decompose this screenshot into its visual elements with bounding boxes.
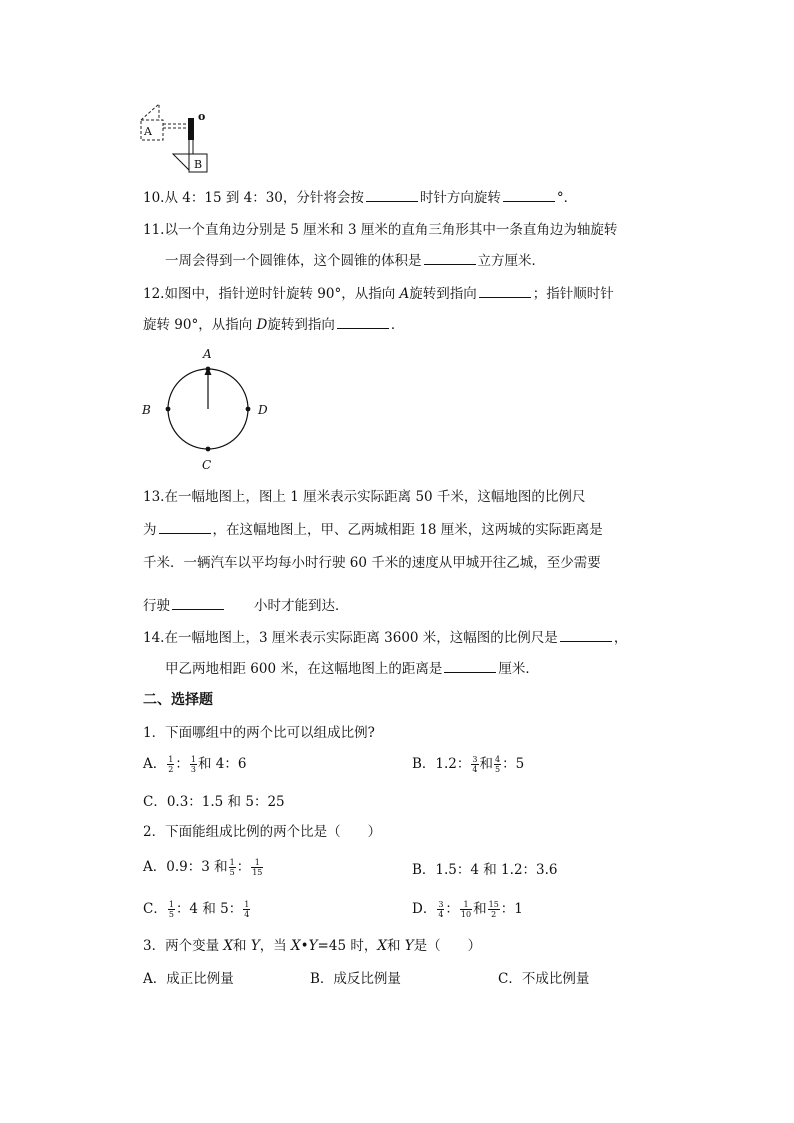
circle-label-d: D <box>258 403 268 417</box>
fraction-denominator: 15 <box>252 868 263 877</box>
choice-3-option-b[interactable]: B．成反比例量 <box>310 971 401 987</box>
fraction <box>437 900 444 919</box>
q12-text-d: 旋转 90°，从指向 <box>143 317 257 333</box>
fraction-numerator: 1 <box>168 755 174 764</box>
q13-blank-1[interactable] <box>159 532 211 534</box>
fraction-numerator: 1 <box>460 900 472 910</box>
c1-b-and: 和 <box>479 756 493 772</box>
fraction-numerator: 4 <box>495 755 501 764</box>
q14-blank-1[interactable] <box>560 640 612 642</box>
fraction-denominator: 5 <box>495 765 501 774</box>
q10-text-pre: 从 4：15 到 4：30，分针将会按 <box>164 190 364 206</box>
q12-var-a: A <box>399 286 410 302</box>
q11-line-2-pre: 一周会得到一个圆锥体，这个圆锥的体积是 <box>165 253 422 269</box>
fraction-numerator: 1 <box>190 755 196 764</box>
c3-var-x: X <box>223 938 234 954</box>
fraction <box>168 900 175 919</box>
dot-c <box>206 447 211 452</box>
choice-1-option-c[interactable]: C．0.3：1.5 和 5：25 <box>143 794 285 810</box>
c3-stem-pre: 3．两个变量 <box>143 938 224 954</box>
fraction-numerator: 15 <box>488 900 499 909</box>
fraction-numerator: 1 <box>168 900 174 909</box>
question-11-line-2 <box>165 249 545 269</box>
q10-number: 10. <box>143 190 165 206</box>
q12-text-a: 如图中，指针逆时针旋转 90°，从指向 <box>164 286 400 302</box>
fraction <box>494 755 501 774</box>
figure-label-b: B <box>194 158 203 171</box>
c3-var-y2: Y <box>404 938 414 954</box>
choice-2-option-a[interactable] <box>143 855 264 877</box>
pivot-post <box>188 118 194 140</box>
q10-blank-1[interactable] <box>366 200 418 202</box>
dot-a <box>206 367 211 372</box>
c3-var-x2: X <box>377 938 387 954</box>
fraction <box>243 900 250 919</box>
choice-3-stem <box>143 934 481 954</box>
q11-number: 11. <box>143 222 165 238</box>
c1-a-rest: 和 4：6 <box>197 756 247 772</box>
ratio-sep: ： <box>236 859 251 875</box>
q13-line-3: 千米．一辆汽车以平均每小时行驶 60 千米的速度从甲城开往乙城，至少需要 <box>143 555 601 571</box>
question-12-line-1 <box>143 282 614 302</box>
fraction-denominator: 10 <box>460 910 472 919</box>
circle-label-a: A <box>203 347 212 361</box>
q13-line-2-pre: 为 <box>143 522 157 538</box>
q12-number: 12. <box>143 286 165 302</box>
c3-stem-and2: 和 <box>386 938 405 954</box>
q10-text-mid: 时针方向旋转 <box>419 190 501 206</box>
choice-2-option-c[interactable] <box>143 897 251 919</box>
q12-text-e: 旋转到指向 <box>267 317 335 333</box>
fraction <box>167 755 174 774</box>
q13-number: 13. <box>143 489 165 505</box>
fraction-numerator: 1 <box>229 858 235 867</box>
question-13-line-3 <box>143 551 601 571</box>
c2-d-label: D． <box>412 901 437 917</box>
c3-var-y: Y <box>250 938 260 954</box>
c1-b-label: B． <box>412 756 436 772</box>
q14-line-2-post: 厘米． <box>498 661 539 677</box>
question-12-line-2 <box>143 313 404 333</box>
fraction <box>190 755 197 774</box>
fraction-denominator: 4 <box>244 910 250 919</box>
c3-expr-y: Y <box>308 938 318 954</box>
choice-2-stem: 2．下面能组成比例的两个比是（ ） <box>143 824 382 840</box>
q13-line-1: 在一幅地图上，图上 1 厘米表示实际距离 50 千米，这幅地图的比例尺 <box>164 489 586 505</box>
dot-d <box>246 407 251 412</box>
fraction-denominator: 5 <box>168 910 174 919</box>
choice-2-option-b[interactable]: B．1.5：4 和 1.2：3.6 <box>412 862 558 878</box>
fraction-denominator: 4 <box>438 910 444 919</box>
c2-a-pre: A．0.9：3 和 <box>143 859 228 875</box>
q13-line-4-post: 小时才能到达． <box>254 598 349 614</box>
question-13-line-1 <box>143 485 585 505</box>
c3-expr-x: X <box>291 938 301 954</box>
fraction <box>460 900 472 919</box>
q11-blank[interactable] <box>424 263 476 265</box>
fraction-denominator: 2 <box>491 910 497 919</box>
q13-line-4-pre: 行驶 <box>143 598 170 614</box>
question-10 <box>143 186 577 206</box>
q11-line-2-post: 立方厘米． <box>477 253 545 269</box>
fraction <box>471 755 478 774</box>
fraction <box>229 858 236 877</box>
q11-line-1: 以一个直角边分别是 5 厘米和 3 厘米的直角三角形其中一条直角边为轴旋转 <box>164 222 618 238</box>
choice-3-option-c[interactable]: C．不成比例量 <box>498 971 590 987</box>
fraction-numerator: 3 <box>438 900 444 909</box>
c3-stem-and: 和 <box>233 938 251 954</box>
fraction-numerator: 1 <box>251 858 263 868</box>
choice-1-option-b[interactable] <box>412 752 524 774</box>
c2-d-and: 和 <box>473 901 487 917</box>
q13-line-2-post: ，在这幅地图上，甲、乙两城相距 18 厘米，这两城的实际距离是 <box>212 522 603 538</box>
q13-blank-2[interactable] <box>172 608 224 610</box>
fraction <box>251 858 263 877</box>
q12-text-b: 旋转到指向 <box>409 286 477 302</box>
q10-blank-2[interactable] <box>503 200 555 202</box>
q14-line-1-pre: 在一幅地图上，3 厘米表示实际距离 3600 米，这幅图的比例尺是 <box>164 630 558 646</box>
ratio-sep: ： <box>175 756 189 772</box>
figure-label-o: o <box>198 110 206 123</box>
question-11-line-1 <box>143 218 617 238</box>
question-13-line-4 <box>143 594 349 614</box>
fraction-numerator: 1 <box>244 900 250 909</box>
c2-c-mid: ：4 和 5： <box>175 901 243 917</box>
c3-dot: • <box>300 938 309 954</box>
rotation-figure <box>135 100 215 176</box>
question-14-line-2 <box>165 657 539 677</box>
choice-1-stem: 1．下面哪组中的两个比可以组成比例? <box>143 725 375 741</box>
q12-text-f: ． <box>390 317 405 333</box>
pointer-circle-figure <box>138 343 278 475</box>
q14-line-2-pre: 甲乙两地相距 600 米，在这幅地图上的距离是 <box>165 661 443 677</box>
c2-c-label: C． <box>143 901 167 917</box>
choice-3-option-a[interactable]: A．成正比例量 <box>143 971 234 987</box>
section-title-choice: 二、选择题 <box>143 692 213 708</box>
dot-b <box>166 407 171 412</box>
choice-1-option-a[interactable] <box>143 752 246 774</box>
q12-var-d: D <box>256 317 268 333</box>
figure-label-a: A <box>144 125 152 138</box>
question-13-line-2 <box>143 518 603 538</box>
c3-stem-when: ，当 <box>259 938 292 954</box>
c3-stem-post: 是（ ） <box>413 938 482 954</box>
c1-b-rest: ：5 <box>502 756 525 772</box>
circle-label-c: C <box>202 458 212 472</box>
q14-line-1-post: ， <box>613 630 628 646</box>
q10-text-post: °． <box>556 190 578 206</box>
c1-a-label: A． <box>143 756 167 772</box>
fraction-denominator: 3 <box>190 765 196 774</box>
question-14-line-1 <box>143 626 627 646</box>
q12-text-c: ；指针顺时针 <box>532 286 614 302</box>
circle-label-b: B <box>142 403 151 417</box>
q12-blank-1[interactable] <box>479 296 531 298</box>
fraction-denominator: 2 <box>168 765 174 774</box>
ratio-sep: ： <box>445 901 459 917</box>
c3-stem-eq: =45 时， <box>317 938 378 954</box>
c2-d-rest: ：1 <box>500 901 523 917</box>
q14-number: 14. <box>143 630 165 646</box>
fraction-denominator: 4 <box>472 765 478 774</box>
q14-blank-2[interactable] <box>444 671 496 673</box>
choice-2-option-d[interactable] <box>412 897 523 919</box>
fraction <box>488 900 500 919</box>
fraction-denominator: 5 <box>229 868 235 877</box>
fraction-numerator: 3 <box>472 755 478 764</box>
q12-blank-2[interactable] <box>337 327 389 329</box>
c1-b-pre: 1.2： <box>435 756 471 772</box>
